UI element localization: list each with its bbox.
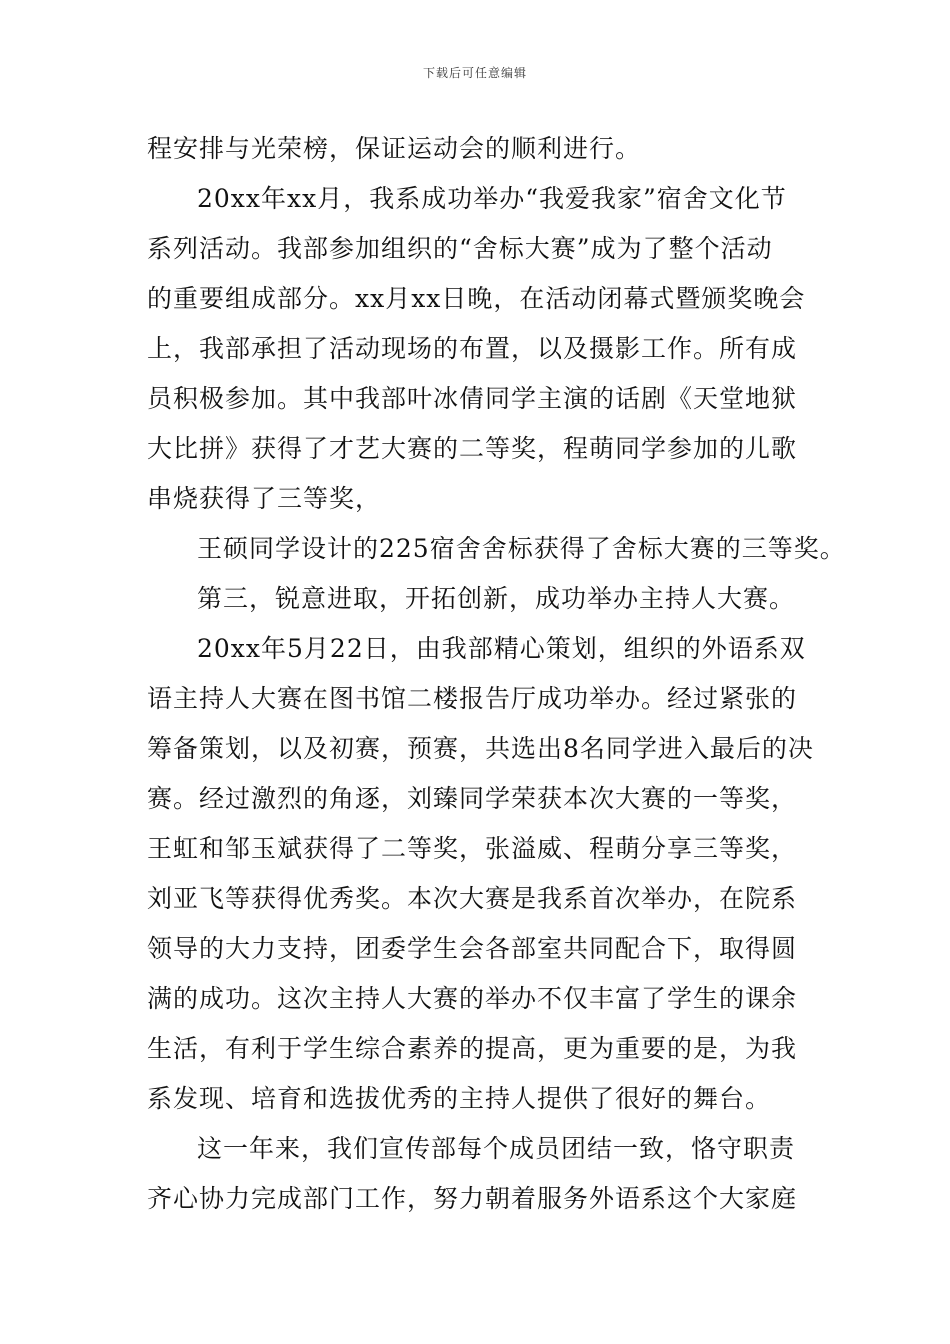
text-line: 齐心协力完成部门工作，努力朝着服务外语系这个大家庭 bbox=[147, 1184, 798, 1213]
text-line: 第三，锐意进取，开拓创新，成功举办主持人大赛。 bbox=[197, 584, 796, 613]
text-line: 这一年来，我们宣传部每个成员团结一致，恪守职责 bbox=[197, 1134, 796, 1163]
text-line: 系列活动。我部参加组织的“舍标大赛”成为了整个活动 bbox=[147, 234, 773, 263]
text-line: 领导的大力支持，团委学生会各部室共同配合下，取得圆 bbox=[147, 934, 798, 963]
document-body bbox=[147, 124, 846, 1224]
text-line: 20xx年xx月，我系成功举办“我爱我家”宿舍文化节 bbox=[197, 184, 787, 213]
text-line: 生活，有利于学生综合素养的提高，更为重要的是，为我 bbox=[147, 1034, 798, 1063]
text-line: 员积极参加。其中我部叶冰倩同学主演的话剧《天堂地狱 bbox=[147, 384, 798, 413]
text-line: 系发现、培育和选拔优秀的主持人提供了很好的舞台。 bbox=[147, 1084, 772, 1113]
text-line: 的重要组成部分。xx月xx日晚，在活动闭幕式暨颁奖晚会 bbox=[147, 284, 806, 313]
text-line: 王虹和邹玉斌获得了二等奖，张溢威、程萌分享三等奖， bbox=[147, 834, 798, 863]
text-line: 串烧获得了三等奖， bbox=[147, 484, 382, 513]
text-line: 程安排与光荣榜，保证运动会的顺利进行。 bbox=[147, 134, 642, 163]
text-line: 筹备策划，以及初赛，预赛，共选出8名同学进入最后的决 bbox=[147, 734, 814, 763]
text-line: 语主持人大赛在图书馆二楼报告厅成功举办。经过紧张的 bbox=[147, 684, 798, 713]
text-line: 王硕同学设计的225宿舍舍标获得了舍标大赛的三等奖。 bbox=[197, 534, 846, 563]
text-line: 大比拼》获得了才艺大赛的二等奖，程萌同学参加的儿歌 bbox=[147, 434, 798, 463]
text-line: 满的成功。这次主持人大赛的举办不仅丰富了学生的课余 bbox=[147, 984, 798, 1013]
text-line: 上，我部承担了活动现场的布置，以及摄影工作。所有成 bbox=[147, 334, 798, 363]
page-header: 下载后可任意编辑 bbox=[422, 66, 527, 80]
text-line: 赛。经过激烈的角逐，刘臻同学荣获本次大赛的一等奖， bbox=[147, 784, 798, 813]
text-line: 20xx年5月22日，由我部精心策划，组织的外语系双 bbox=[197, 634, 806, 663]
text-line: 刘亚飞等获得优秀奖。本次大赛是我系首次举办，在院系 bbox=[147, 884, 798, 913]
